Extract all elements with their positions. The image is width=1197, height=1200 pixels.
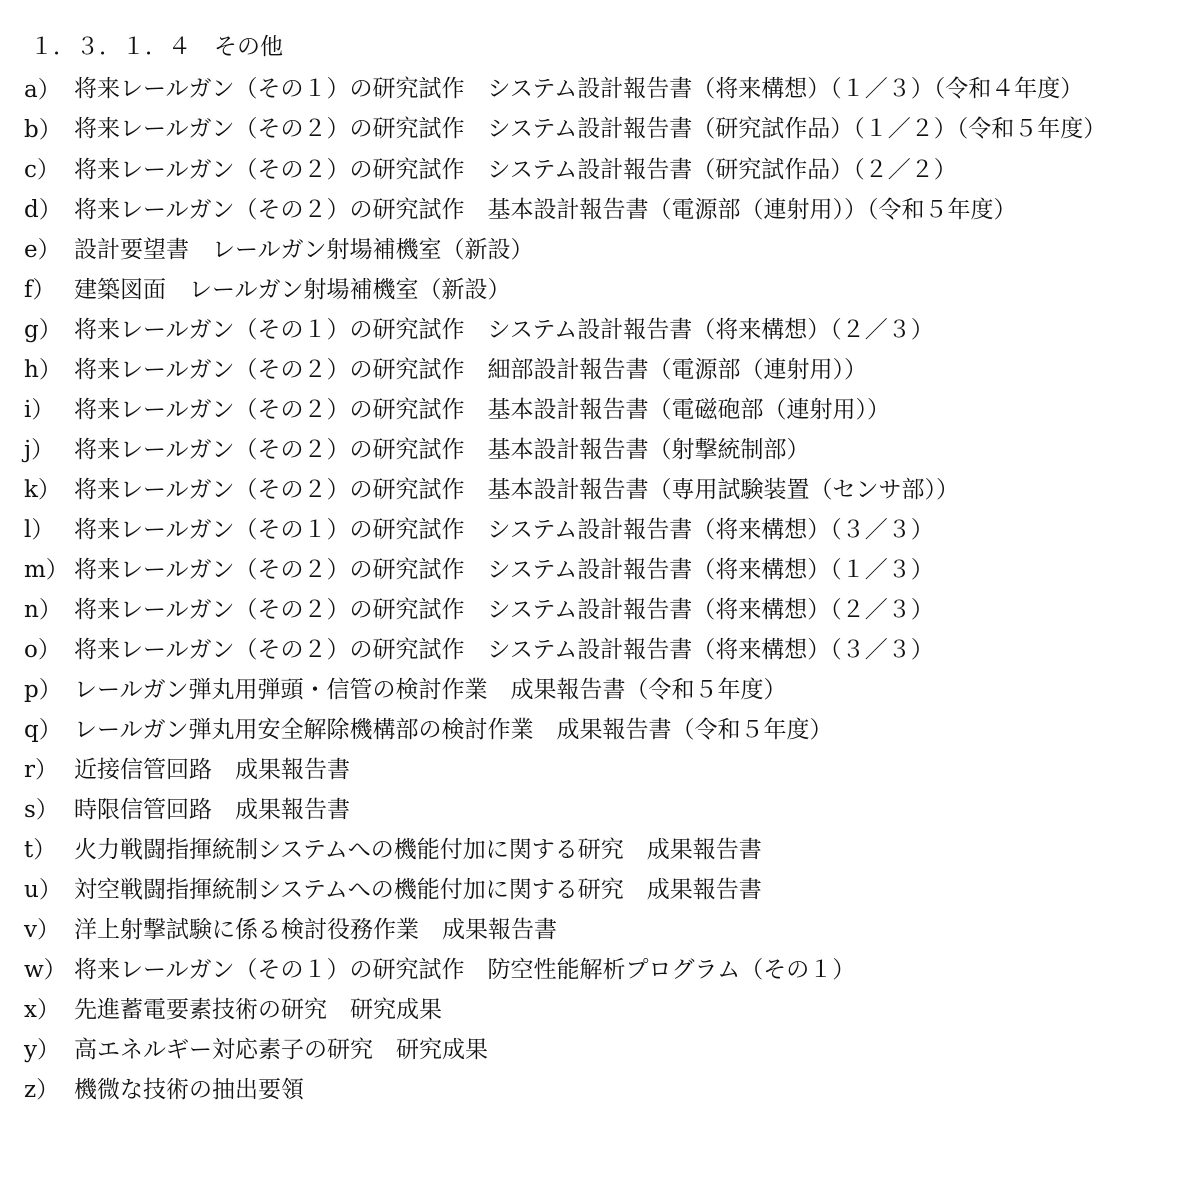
item-text: 将来レールガン（その１）の研究試作 システム設計報告書（将来構想）（３／３） (74, 517, 934, 543)
item-text: 建築図面 レールガン射場補機室（新設） (74, 277, 511, 303)
list-item (24, 950, 1174, 990)
list-item (24, 110, 1174, 150)
item-text: 将来レールガン（その２）の研究試作 システム設計報告書（研究試作品）（２／２） (74, 157, 957, 183)
item-text: 高エネルギー対応素子の研究 研究成果 (74, 1037, 488, 1063)
item-label: w） (24, 957, 67, 983)
item-label: r） (24, 757, 58, 783)
item-text: 対空戦闘指揮統制システムへの機能付加に関する研究 成果報告書 (74, 877, 762, 903)
item-text: 将来レールガン（その２）の研究試作 細部設計報告書（電源部（連射用）） (74, 357, 868, 383)
item-label: l） (24, 517, 55, 543)
list-item (24, 230, 1174, 270)
item-text: 将来レールガン（その２）の研究試作 システム設計報告書（研究試作品）（１／２）（令和５年度） (74, 116, 1107, 142)
list-item (24, 710, 1174, 750)
item-text: 将来レールガン（その２）の研究試作 基本設計報告書（射撃統制部） (74, 437, 810, 463)
item-label: h） (24, 357, 62, 383)
list-item (24, 270, 1174, 310)
item-text: 火力戦闘指揮統制システムへの機能付加に関する研究 成果報告書 (74, 837, 762, 863)
document-list (24, 70, 1174, 1110)
item-label: z） (24, 1077, 60, 1103)
item-text: 将来レールガン（その２）の研究試作 基本設計報告書（電磁砲部（連射用）） (74, 397, 891, 423)
item-label: a） (24, 77, 61, 103)
list-item (24, 150, 1174, 190)
list-item (24, 550, 1174, 590)
item-label: f） (24, 277, 56, 303)
item-text: レールガン弾丸用安全解除機構部の検討作業 成果報告書（令和５年度） (74, 717, 833, 743)
item-text: 将来レールガン（その１）の研究試作 防空性能解析プログラム（その１） (74, 957, 856, 983)
item-text: 将来レールガン（その１）の研究試作 システム設計報告書（将来構想）（１／３）（令和４年度） (74, 76, 1084, 102)
item-text: 時限信管回路 成果報告書 (74, 797, 350, 823)
item-text: 将来レールガン（その１）の研究試作 システム設計報告書（将来構想）（２／３） (74, 317, 934, 343)
item-text: 洋上射撃試験に係る検討役務作業 成果報告書 (74, 917, 557, 943)
item-text: レールガン弾丸用弾頭・信管の検討作業 成果報告書（令和５年度） (74, 677, 787, 703)
section-heading: １．３．１．４ その他 (30, 34, 283, 60)
item-label: c） (24, 157, 60, 183)
item-text: 設計要望書 レールガン射場補機室（新設） (74, 237, 534, 263)
item-label: p） (24, 677, 62, 703)
list-item (24, 510, 1174, 550)
list-item (24, 830, 1174, 870)
item-label: v） (24, 917, 60, 943)
list-item (24, 910, 1174, 950)
list-item (24, 70, 1174, 110)
item-label: i） (24, 397, 55, 423)
list-item (24, 670, 1174, 710)
list-item (24, 350, 1174, 390)
item-label: y） (24, 1037, 60, 1063)
item-text: 将来レールガン（その２）の研究試作 システム設計報告書（将来構想）（２／３） (74, 597, 934, 623)
list-item (24, 430, 1174, 470)
list-item (24, 590, 1174, 630)
list-item (24, 470, 1174, 510)
item-label: s） (24, 797, 59, 823)
item-text: 将来レールガン（その２）の研究試作 システム設計報告書（将来構想）（１／３） (74, 557, 934, 583)
item-label: d） (24, 197, 62, 223)
item-label: k） (24, 477, 61, 503)
item-label: x） (24, 997, 60, 1023)
item-text: 先進蓄電要素技術の研究 研究成果 (74, 997, 442, 1023)
list-item (24, 190, 1174, 230)
item-label: t） (24, 837, 57, 863)
list-item (24, 1070, 1174, 1110)
item-label: j） (24, 437, 55, 463)
item-label: o） (24, 637, 61, 663)
item-text: 将来レールガン（その２）の研究試作 基本設計報告書（専用試験装置（センサ部）） (74, 477, 960, 503)
item-label: g） (24, 317, 62, 343)
list-item (24, 630, 1174, 670)
item-text: 将来レールガン（その２）の研究試作 システム設計報告書（将来構想）（３／３） (74, 637, 934, 663)
item-text: 将来レールガン（その２）の研究試作 基本設計報告書（電源部（連射用））（令和５年度） (74, 197, 1017, 223)
list-item (24, 310, 1174, 350)
list-item (24, 1030, 1174, 1070)
list-item (24, 790, 1174, 830)
list-item (24, 390, 1174, 430)
list-item (24, 750, 1174, 790)
list-item (24, 990, 1174, 1030)
item-text: 機微な技術の抽出要領 (74, 1077, 304, 1103)
item-label: e） (24, 237, 61, 263)
item-text: 近接信管回路 成果報告書 (74, 757, 350, 783)
item-label: q） (24, 717, 62, 743)
item-label: m） (24, 557, 69, 583)
list-item (24, 870, 1174, 910)
item-label: u） (24, 877, 62, 903)
item-label: b） (24, 117, 62, 143)
item-label: n） (24, 597, 62, 623)
